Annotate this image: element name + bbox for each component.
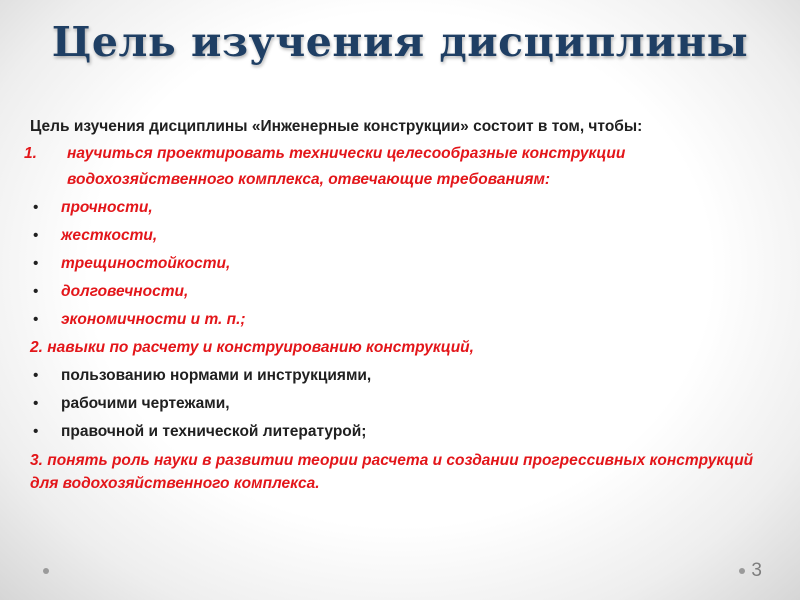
requirement-text: жесткости, — [61, 227, 158, 244]
slide-title: Цель изучения дисциплины — [51, 18, 749, 66]
skill-text: правочной и технической литературой; — [61, 423, 367, 440]
requirement-text: трещиностойкости, — [61, 255, 231, 272]
list-item — [30, 391, 770, 417]
intro-text: Цель изучения дисциплины «Инженерные конструкции» состоит в том, чтобы: — [30, 118, 643, 135]
bullet-icon: • — [33, 283, 39, 300]
list-item — [30, 363, 770, 389]
list-item — [30, 307, 770, 333]
skill-text: рабочими чертежами, — [61, 395, 230, 412]
goal-1 — [24, 141, 770, 193]
goal-1-number: 1. — [24, 145, 37, 162]
bullet-icon: • — [33, 227, 39, 244]
requirement-text: прочности, — [61, 199, 153, 216]
slide-body — [24, 115, 770, 495]
goal-2: 2. навыки по расчету и конструированию конструкций, — [30, 339, 474, 356]
bullet-icon: • — [33, 423, 39, 440]
list-item — [30, 251, 770, 277]
skill-text: пользованию нормами и инструкциями, — [61, 367, 372, 384]
list-item — [30, 419, 770, 445]
list-item — [30, 223, 770, 249]
page-dot-icon — [739, 568, 745, 574]
page-number — [739, 560, 762, 582]
bullet-icon: • — [33, 199, 39, 216]
list-item — [30, 279, 770, 305]
bullet-icon: • — [33, 255, 39, 272]
requirement-text: экономичности и т. п.; — [61, 311, 246, 328]
requirement-text: долговечности, — [61, 283, 189, 300]
bullet-icon: • — [33, 311, 39, 328]
bullet-icon: • — [33, 395, 39, 412]
bullet-icon: • — [33, 367, 39, 384]
list-item — [30, 195, 770, 221]
goal-3: 3. понять роль науки в развитии теории расчета и создании прогрессивных конструкций для водохозяйственного комплекса. — [30, 452, 754, 492]
goal-1-text: научиться проектировать технически целесообразные конструкции водохозяйственного комплекса, отвечающие требованиям: — [67, 145, 626, 188]
page-number-text: 3 — [751, 560, 762, 581]
footer-dot-icon — [43, 568, 49, 574]
